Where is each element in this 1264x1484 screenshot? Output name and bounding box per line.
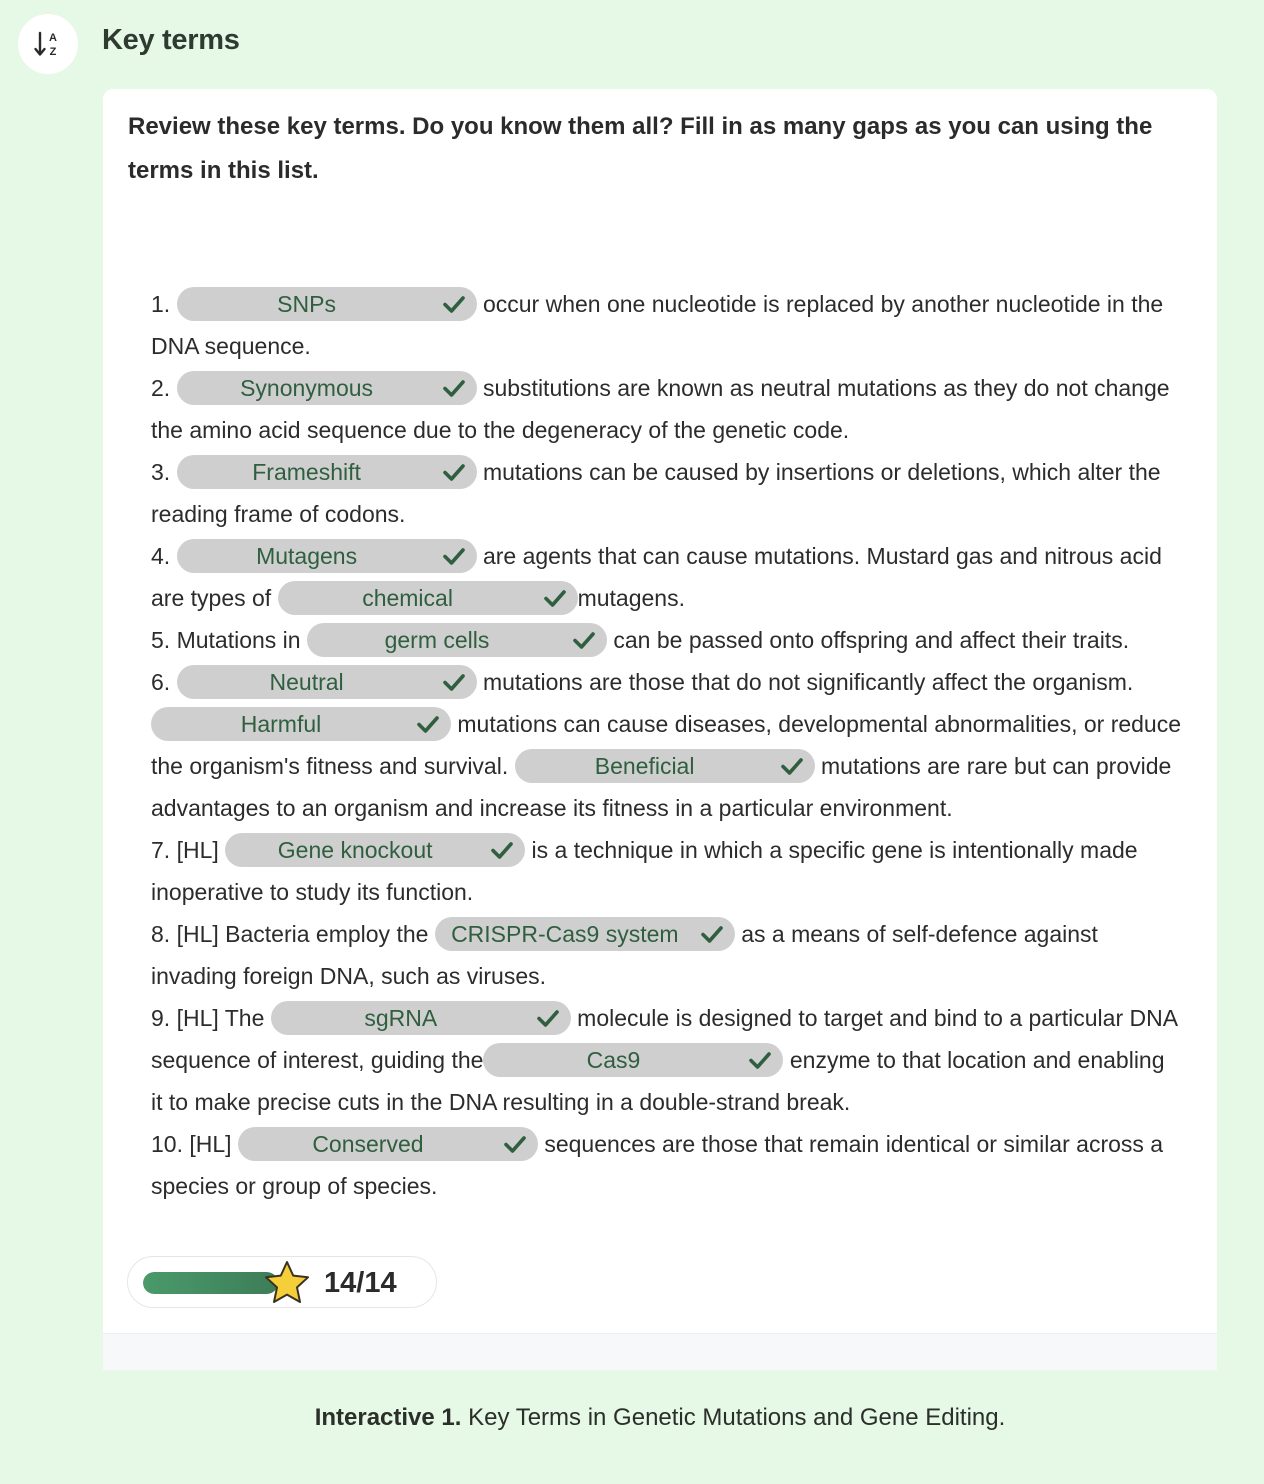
item-text: mutations can be caused by insertions or deletions, which alter the reading frame of codons. bbox=[151, 459, 1161, 527]
item-number: 5. Mutations in bbox=[151, 627, 301, 653]
check-icon bbox=[443, 462, 465, 482]
progress-fill bbox=[143, 1272, 278, 1294]
caption-label: Interactive 1. bbox=[314, 1404, 462, 1431]
gap-mutagens[interactable]: Mutagens bbox=[177, 539, 477, 573]
item-7 bbox=[151, 829, 1181, 913]
item-text: occur when one nucleotide is replaced by another nucleotide in the DNA sequence. bbox=[151, 291, 1164, 359]
check-icon bbox=[701, 924, 723, 944]
item-text: enzyme to that location and enabling it to make precise cuts in the DNA resulting in a double-strand break. bbox=[151, 1047, 1165, 1115]
item-number: 8. [HL] Bacteria employ the bbox=[151, 921, 429, 947]
gap-frameshift[interactable]: Frameshift bbox=[177, 455, 477, 489]
gap-beneficial[interactable]: Beneficial bbox=[515, 749, 815, 783]
item-9 bbox=[151, 997, 1181, 1123]
check-icon bbox=[573, 630, 595, 650]
gap-gene-knockout[interactable]: Gene knockout bbox=[225, 833, 525, 867]
score-progress bbox=[127, 1256, 437, 1308]
item-number: 6. bbox=[151, 669, 171, 695]
item-text: molecule is designed to target and bind to a particular DNA sequence of interest, guiding the bbox=[151, 1005, 1177, 1073]
item-text: substitutions are known as neutral mutations as they do not change the amino acid sequence due to the degeneracy of the genetic code. bbox=[151, 375, 1170, 443]
item-2 bbox=[151, 367, 1181, 451]
gap-sgrna[interactable]: sgRNA bbox=[271, 1001, 571, 1035]
item-1 bbox=[151, 283, 1181, 367]
svg-text:A: A bbox=[49, 32, 57, 44]
item-6 bbox=[151, 661, 1181, 829]
check-icon bbox=[443, 294, 465, 314]
check-icon bbox=[443, 378, 465, 398]
gap-synonymous[interactable]: Synonymous bbox=[177, 371, 477, 405]
gap-germ-cells[interactable]: germ cells bbox=[307, 623, 607, 657]
item-text: can be passed onto offspring and affect their traits. bbox=[613, 627, 1130, 653]
item-text: as a means of self-defence against invading foreign DNA, such as viruses. bbox=[151, 921, 1098, 989]
check-icon bbox=[443, 546, 465, 566]
gap-harmful[interactable]: Harmful bbox=[151, 707, 451, 741]
figure-caption bbox=[0, 1404, 1264, 1432]
item-text: mutations can cause diseases, developmental abnormalities, or reduce the organism's fitness and survival. bbox=[151, 711, 1182, 779]
item-text: is a technique in which a specific gene is intentionally made inoperative to study its function. bbox=[151, 837, 1138, 905]
item-number: 3. bbox=[151, 459, 171, 485]
check-icon bbox=[491, 840, 513, 860]
check-icon bbox=[417, 714, 439, 734]
gap-cas9[interactable]: Cas9 bbox=[483, 1043, 783, 1077]
gap-conserved[interactable]: Conserved bbox=[238, 1127, 538, 1161]
item-text: mutations are rare but can provide advantages to an organism and increase its fitness in a particular environment. bbox=[151, 753, 1172, 821]
item-text: are agents that can cause mutations. Mustard gas and nitrous acid are types of bbox=[151, 543, 1162, 611]
item-number: 1. bbox=[151, 291, 171, 317]
score-text: 14/14 bbox=[324, 1267, 397, 1299]
check-icon bbox=[537, 1008, 559, 1028]
item-5 bbox=[151, 619, 1181, 661]
star-icon bbox=[262, 1259, 312, 1307]
check-icon bbox=[781, 756, 803, 776]
gap-crispr-cas9-system[interactable]: CRISPR-Cas9 system bbox=[435, 917, 735, 951]
gap-neutral[interactable]: Neutral bbox=[177, 665, 477, 699]
gap-snps[interactable]: SNPs bbox=[177, 287, 477, 321]
item-4 bbox=[151, 535, 1181, 619]
item-text: sequences are those that remain identical or similar across a species or group of species. bbox=[151, 1131, 1164, 1199]
item-number: 9. [HL] The bbox=[151, 1005, 265, 1031]
item-10 bbox=[151, 1123, 1181, 1207]
check-icon bbox=[749, 1050, 771, 1070]
item-number: 10. [HL] bbox=[151, 1131, 232, 1157]
item-3 bbox=[151, 451, 1181, 535]
section-title: Key terms bbox=[102, 24, 240, 56]
caption-text: Key Terms in Genetic Mutations and Gene Editing. bbox=[468, 1404, 1006, 1431]
gap-chemical[interactable]: chemical bbox=[278, 581, 578, 615]
check-icon bbox=[504, 1134, 526, 1154]
item-text: mutagens. bbox=[577, 585, 685, 611]
instructions: Review these key terms. Do you know them all? Fill in as many gaps as you can using the terms in this list. bbox=[128, 113, 1153, 184]
svg-text:Z: Z bbox=[49, 46, 57, 58]
key-terms-card bbox=[103, 89, 1217, 1370]
item-text: mutations are those that do not significantly affect the organism. bbox=[482, 669, 1134, 695]
item-8 bbox=[151, 913, 1181, 997]
item-number: 2. bbox=[151, 375, 171, 401]
fill-in-exercise bbox=[151, 283, 1181, 1207]
sort-az-icon[interactable] bbox=[18, 14, 78, 74]
item-number: 4. bbox=[151, 543, 171, 569]
card-footer bbox=[103, 1333, 1217, 1370]
check-icon bbox=[443, 672, 465, 692]
progress-bar bbox=[143, 1272, 278, 1294]
check-icon bbox=[544, 588, 566, 608]
item-number: 7. [HL] bbox=[151, 837, 219, 863]
